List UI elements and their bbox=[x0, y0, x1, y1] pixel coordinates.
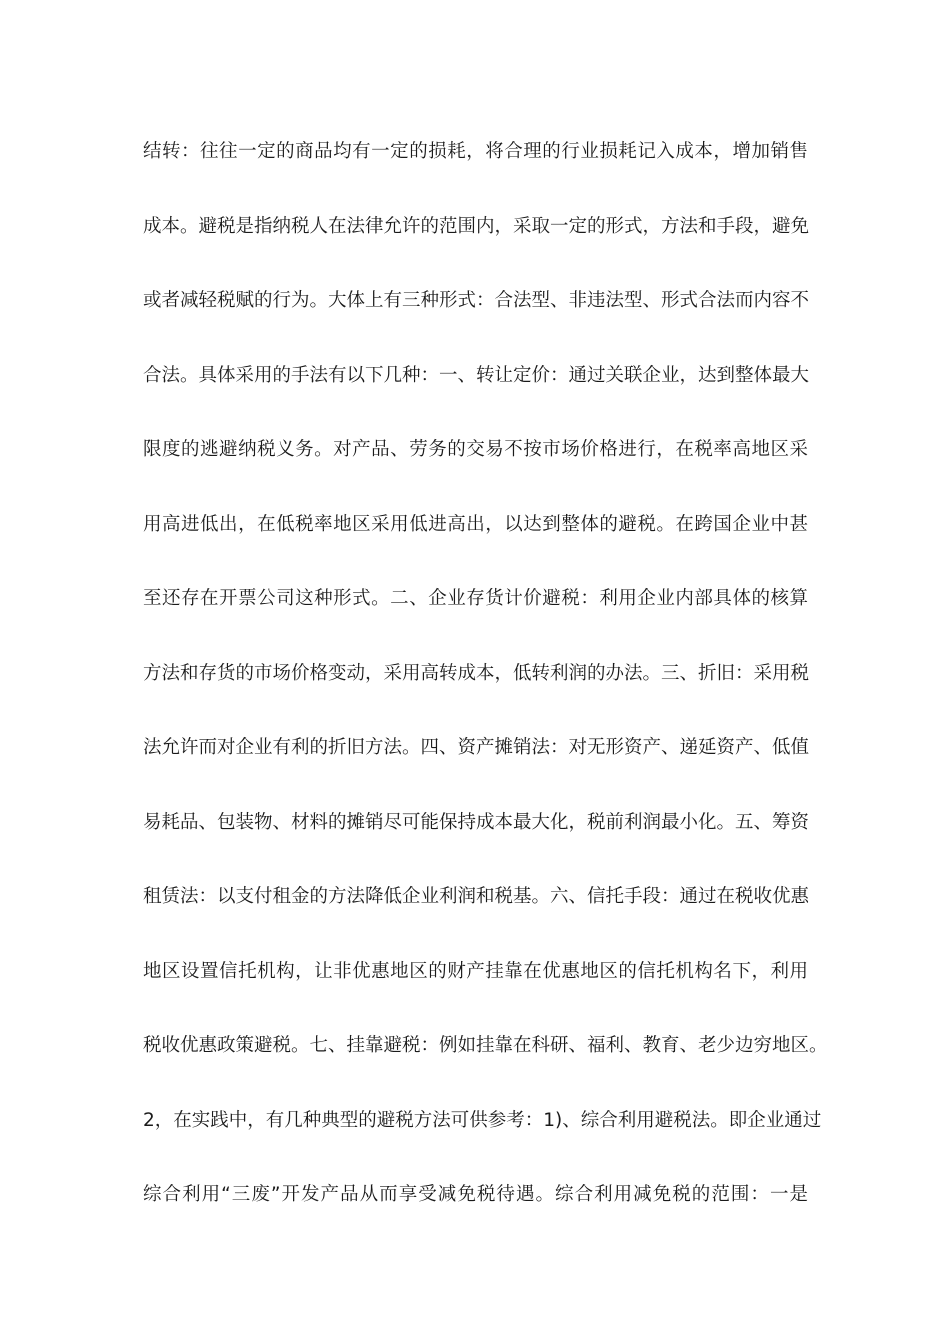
text-line-10: 易耗品、包装物、材料的摊销尽可能保持成本最大化，税前利润最小化。五、筹资 bbox=[143, 811, 810, 833]
text-line-13: 税收优惠政策避税。七、挂靠避税：例如挂靠在科研、福利、教育、老少边穷地区。 bbox=[143, 1035, 828, 1056]
text-line-7: 至还存在开票公司这种形式。二、企业存货计价避税：利用企业内部具体的核算 bbox=[143, 588, 808, 609]
text-line-2: 成本。避税是指纳税人在法律允许的范围内，采取一定的形式，方法和手段，避免 bbox=[143, 215, 810, 237]
text-line-6: 用高进低出，在低税率地区采用低进高出，以达到整体的避税。在跨国企业中甚 bbox=[143, 513, 808, 535]
document-body bbox=[143, 132, 828, 1250]
text-line-12: 地区设置信托机构，让非优惠地区的财产挂靠在优惠地区的信托机构名下，利用 bbox=[143, 960, 808, 982]
text-line-9: 法允许而对企业有利的折旧方法。四、资产摊销法：对无形资产、递延资产、低值 bbox=[143, 737, 810, 758]
text-line-5: 限度的逃避纳税义务。对产品、劳务的交易不按市场价格进行，在税率高地区采 bbox=[143, 439, 808, 460]
text-line-15: 综合利用“三废”开发产品从而享受减免税待遇。综合利用减免税的范围：一是 bbox=[143, 1184, 808, 1205]
text-line-11: 租赁法：以支付租金的方法降低企业利润和税基。六、信托手段：通过在税收优惠 bbox=[143, 886, 810, 907]
text-line-14: 2，在实践中，有几种典型的避税方法可供参考：1)、综合利用避税法。即企业通过 bbox=[143, 1109, 822, 1131]
text-line-1: 结转：往往一定的商品均有一定的损耗，将合理的行业损耗记入成本，增加销售 bbox=[143, 141, 808, 162]
text-line-3: 或者减轻税赋的行为。大体上有三种形式：合法型、非违法型、形式合法而内容不 bbox=[143, 290, 810, 311]
text-line-4: 合法。具体采用的手法有以下几种：一、转让定价：通过关联企业，达到整体最大 bbox=[143, 364, 810, 386]
text-line-8: 方法和存货的市场价格变动，采用高转成本，低转利润的办法。三、折旧：采用税 bbox=[143, 662, 810, 684]
